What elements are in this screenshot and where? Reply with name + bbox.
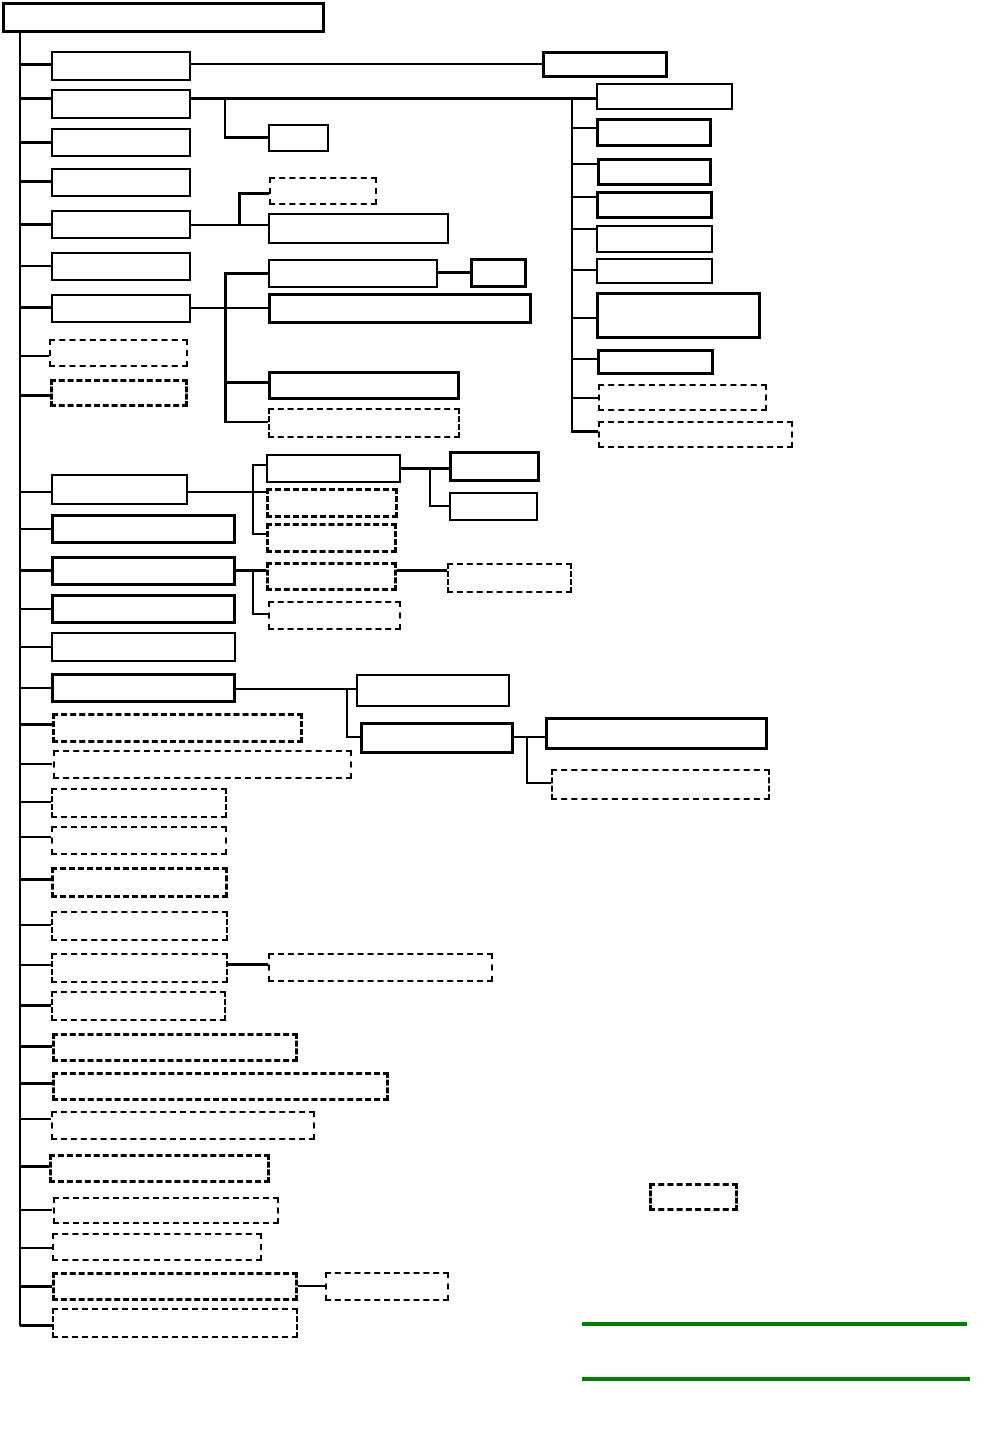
row15-grand-v <box>526 736 528 784</box>
conn-row-18 <box>20 801 52 803</box>
conn-row-19 <box>20 836 52 838</box>
long-line-row-2 <box>191 97 596 100</box>
rcol-stub-7 <box>573 317 596 319</box>
left-row-25 <box>52 1072 389 1101</box>
conn-row-31 <box>20 1324 52 1327</box>
row12-child-2 <box>268 601 401 630</box>
conn-row-6 <box>20 265 52 267</box>
row7-child-4 <box>268 408 460 438</box>
conn-row-2 <box>20 97 52 100</box>
sub-trunk-row-2 <box>224 98 226 138</box>
conn-row-28 <box>20 1209 52 1211</box>
conn-row-24 <box>20 1045 52 1048</box>
row22-conn <box>228 963 268 966</box>
row7-conn-c1-c2 <box>438 271 470 274</box>
left-row-12 <box>51 556 236 586</box>
row5-line <box>191 224 268 226</box>
left-row-26 <box>51 1111 315 1140</box>
rcol-2 <box>596 118 712 147</box>
conn-row-3 <box>20 141 52 144</box>
row10-child-dashed-2 <box>266 523 397 553</box>
left-row-31 <box>52 1308 298 1338</box>
rcol-stub-8 <box>573 358 597 360</box>
rcol-stub-2 <box>573 127 596 129</box>
conn-row-4 <box>20 180 52 183</box>
row5-child-solid <box>268 213 449 244</box>
row7-child-2 <box>268 293 532 324</box>
row12-line <box>236 569 266 572</box>
left-row-24 <box>52 1033 298 1062</box>
left-row-27 <box>49 1154 270 1183</box>
row7-grandchild <box>470 258 527 288</box>
rcol-stub-4 <box>573 196 596 198</box>
left-row-6 <box>51 252 191 281</box>
left-row-28 <box>53 1197 279 1224</box>
row15-conn-grand <box>514 736 545 738</box>
row12-child-1 <box>266 562 397 591</box>
left-row-22 <box>51 953 228 983</box>
rcol-6 <box>596 258 713 284</box>
row10-stub-top <box>252 464 266 466</box>
row22-child <box>268 953 493 982</box>
long-line-row-1 <box>191 63 542 65</box>
rcol-stub-10 <box>571 430 598 433</box>
left-row-15 <box>51 673 236 703</box>
stub-small-box <box>224 136 268 139</box>
rcol-stub-6 <box>573 269 596 271</box>
conn-row-29 <box>20 1247 52 1249</box>
row10-grandchild-2 <box>449 492 538 521</box>
conn-row-5 <box>20 223 52 226</box>
conn-row-8 <box>20 355 52 357</box>
left-row-14 <box>51 632 236 662</box>
left-row-7 <box>51 294 191 323</box>
main-trunk <box>19 33 21 1326</box>
left-row-4 <box>51 168 191 197</box>
conn-row-1 <box>20 63 52 66</box>
row15-child-2 <box>360 722 514 754</box>
row7-child-3 <box>268 371 460 400</box>
left-row-5 <box>51 210 191 239</box>
row15-child-1 <box>356 674 510 707</box>
row15-great-grandchild <box>551 769 770 800</box>
left-row-19 <box>51 826 227 855</box>
conn-row-7 <box>20 306 52 309</box>
left-row-21 <box>51 911 228 941</box>
row15-grand-stub <box>526 782 551 784</box>
conn-row-12 <box>20 569 52 572</box>
row15-grandchild <box>545 717 768 750</box>
small-box-row-2 <box>268 124 329 152</box>
conn-row-22 <box>20 964 52 966</box>
row10-trunk <box>252 465 254 535</box>
rcol-stub-9 <box>573 397 598 399</box>
row10-child-solid <box>266 454 401 483</box>
row5-elbow-h <box>238 192 269 195</box>
rcol-1 <box>596 83 733 110</box>
left-row-10 <box>51 474 188 505</box>
row10-line <box>188 491 266 493</box>
row7-trunk <box>224 272 227 423</box>
left-row-1 <box>51 51 191 81</box>
conn-row-14 <box>20 646 52 648</box>
row7-stub-1 <box>227 272 268 275</box>
rcol-3 <box>597 158 712 186</box>
row15-trunk <box>346 688 348 738</box>
conn-row-13 <box>20 608 52 610</box>
conn-row-17 <box>20 763 52 765</box>
row12-trunk <box>252 569 254 615</box>
row10-stub-bottom <box>252 533 266 535</box>
right-trunk <box>571 98 573 433</box>
row12-conn-grand <box>397 569 447 572</box>
root-box <box>2 2 325 33</box>
row15-line <box>236 688 356 690</box>
left-row-13 <box>51 594 236 624</box>
left-row-18 <box>51 788 227 818</box>
rcol-7 <box>596 292 761 339</box>
conn-row-9 <box>20 394 52 397</box>
rcol-5 <box>596 225 713 253</box>
row12-grandchild <box>447 563 572 593</box>
conn-row-20 <box>20 878 52 881</box>
left-row-30 <box>52 1272 298 1301</box>
green-rule-2 <box>582 1377 970 1381</box>
right-of-row-1 <box>542 51 668 78</box>
row10-conn-grand <box>401 467 449 470</box>
conn-row-21 <box>20 924 52 926</box>
rcol-stub-5 <box>573 228 596 230</box>
left-row-16 <box>52 713 303 743</box>
left-row-2 <box>51 89 191 119</box>
row30-child <box>325 1272 449 1301</box>
conn-row-30 <box>20 1285 52 1288</box>
row7-stub-2 <box>227 381 268 384</box>
rcol-9 <box>598 384 767 411</box>
row10-grand-stub <box>429 505 449 507</box>
green-rule-1 <box>582 1322 967 1326</box>
conn-row-11 <box>20 528 52 530</box>
conn-row-16 <box>20 723 52 726</box>
row10-grand-v <box>429 467 431 507</box>
row30-conn <box>298 1285 325 1287</box>
left-row-3 <box>51 128 191 157</box>
row5-elbow-v <box>238 192 241 226</box>
left-row-29 <box>52 1233 262 1261</box>
left-row-23 <box>51 991 226 1021</box>
left-row-20 <box>51 867 228 898</box>
row12-stub <box>252 613 268 615</box>
left-row-11 <box>51 514 236 544</box>
rcol-10 <box>598 421 793 448</box>
left-row-8 <box>49 339 188 367</box>
conn-row-15 <box>20 687 52 689</box>
isolated-dashed-box <box>649 1183 738 1211</box>
left-row-17 <box>53 750 352 779</box>
conn-row-10 <box>20 491 52 493</box>
conn-row-23 <box>20 1004 52 1007</box>
row15-stub <box>346 736 360 738</box>
row5-child-dashed <box>269 177 377 205</box>
conn-row-25 <box>20 1082 52 1085</box>
row10-grandchild-1 <box>449 451 540 482</box>
rcol-4 <box>596 191 713 219</box>
row10-child-dashed-1 <box>266 488 398 518</box>
rcol-stub-3 <box>573 163 597 165</box>
row7-stub-3 <box>227 421 268 423</box>
row7-child-1 <box>268 259 438 288</box>
conn-row-27 <box>20 1165 52 1168</box>
conn-row-26 <box>20 1118 52 1120</box>
rcol-8 <box>597 349 714 375</box>
row7-line <box>191 307 268 309</box>
left-row-9 <box>50 379 188 407</box>
